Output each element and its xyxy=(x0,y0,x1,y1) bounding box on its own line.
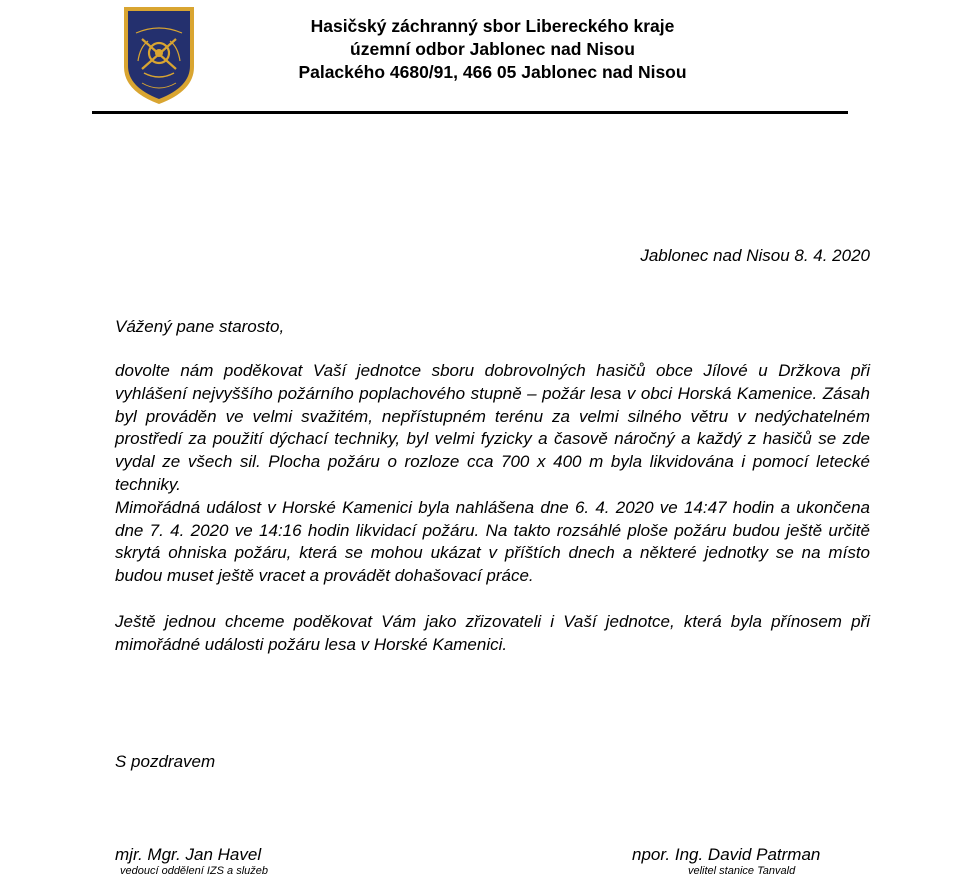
body-paragraph-thanks: dovolte nám poděkovat Vaší jednotce sboru dobrovolných hasičů obce Jílové u Držkova při vyhlášení nejvyššího požárního poplachového stupně – požár lesa v obci Horská Kamenice. Zásah byl prováděn ve velmi svažitém, nepřístupném terénu za velmi silného větru v nedýchatelném prostředí za použití dýchací techniky, byl velmi fyzicky a časově náročný a každý z hasičů se zde vydal ze všech sil. Plocha požáru o rozloze cca 700 x 400 m byla likvidována i pomocí letecké techniky. xyxy=(115,361,870,494)
letter-body xyxy=(115,360,870,656)
letter-date: Jablonec nad Nisou 8. 4. 2020 xyxy=(640,246,870,265)
letterhead-address: Palackého 4680/91, 466 05 Jablonec nad Nisou xyxy=(298,62,687,82)
signature-role-right: velitel stanice Tanvald xyxy=(688,865,796,877)
signature-name-right: npor. Ing. David Patrman xyxy=(632,845,821,864)
letterhead-department: územní odbor Jablonec nad Nisou xyxy=(350,39,635,59)
letterhead-organization: Hasičský záchranný sbor Libereckého kraje xyxy=(310,16,675,36)
signature-role-left: vedoucí oddělení IZS a služeb xyxy=(120,865,268,877)
signature-name-left: mjr. Mgr. Jan Havel xyxy=(115,845,262,864)
fire-rescue-emblem-logo xyxy=(120,3,198,107)
body-paragraph-closing-thanks: Ještě jednou chceme poděkovat Vám jako zřizovateli i Vaší jednotce, která byla přínosem při mimořádné události požáru lesa v Horské Kamenici. xyxy=(115,611,870,654)
closing-greeting: S pozdravem xyxy=(115,752,216,771)
letterhead-divider xyxy=(92,111,848,114)
salutation: Vážený pane starosto, xyxy=(115,317,285,336)
body-paragraph-incident: Mimořádná událost v Horské Kamenici byla nahlášena dne 6. 4. 2020 ve 14:47 hodin a ukončena dne 7. 4. 2020 ve 14:16 hodin likvidací požáru. Na takto rozsáhlé ploše požáru budou ještě určitě skrytá ohniska požáru, která se mohou ukázat v příštích dnech a některé jednotky se na místo budou muset ještě vracet a provádět dohašovací práce. xyxy=(115,497,870,586)
